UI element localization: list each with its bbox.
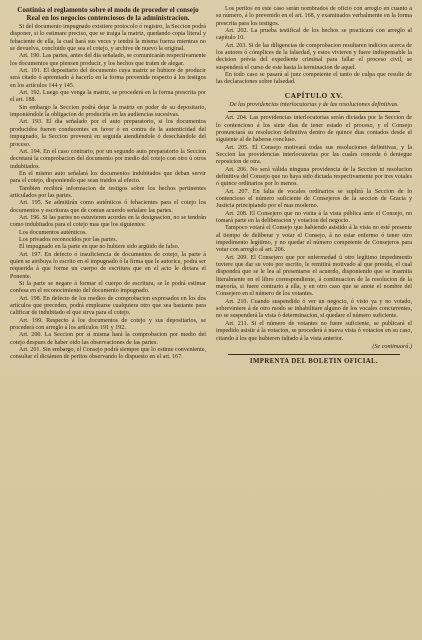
paragraph: Art. 194. En el caso contrario, por un segundo auto preparatorio la Seccion decretará la comprobacion del documento por medio del cotejo con otro ú otros indubitados.: [10, 148, 206, 170]
paragraph: Los documentos auténticos.: [19, 229, 87, 236]
chapter-heading: CAPÍTULO XV.: [284, 90, 344, 100]
paragraph: Art. 196. Si las partes no estuvieren acordes en la designacion, no se tendrán como indubitados para el cotejo mas que los siguientes:: [10, 214, 206, 229]
paragraph: Tampoco votará el Consejo que habiendo asistido á la vista no esté presente al tiempo de deliberar y votar el Consejo, á no estar enfermo ó tener otro impedimento legítimo, y no quedar el número competente de Consejeros para votar con arreglo al art. 206.: [216, 225, 412, 254]
imprint-line: IMPRENTA DEL BOLETIN OFICIAL.: [249, 358, 379, 366]
paragraph: Art. 192. Luego que venga la matriz, se procederá en la forma prescrita por el art. 188.: [10, 90, 206, 104]
paragraph: Si la parte se negare á formar el cuerpo de escritura, se le podrá estimar confesa en el reconocimiento del documento impugnado.: [10, 281, 206, 295]
paragraph: Si del documento impugnado existiere protocolo ó registro, la Seccion podrá disponer, si lo estimare preciso, que se traiga la matriz, quedando copia literal y fehaciente de ella, la cual hará sus veces y tendrá la misma fuerza mientras no se devuelva, concluido que sea el cotejo, y archive de nuevo la original.: [10, 24, 206, 53]
paragraph: En todo caso se pasará al juez competente el tanto de culpa que resulte de las declaraciones sobre falsedad.: [216, 72, 412, 86]
divider-rule: [228, 111, 400, 112]
right-paragraphs-before: [216, 6, 412, 87]
paragraph: Art. 199. Respecto á los documentos de cotejo y sus depositarios, se procederá con arreglo á los artículos 191 y 192.: [10, 317, 206, 332]
paragraph: Art. 190. Las partes, antes del dia señalado, se comunicarán respectivamente los documentos que piensen producir, y los hechos que traten de alegar.: [10, 53, 206, 67]
paragraph: Art. 201. Sin embargo, el Consejo podrá siempre que lo estime conveniente, consultar el dictámen de peritos observando lo dispuesto en el art. 167.: [10, 347, 206, 361]
paragraph: Art. 205. El Consejo motivará todas sus resoluciones definitivas, y la Seccion las providencias interlocutorias por las cuales conceda ó deniegue reposicion de otra.: [216, 144, 412, 166]
paragraph: Art. 193. El dia señalado por el auto preparatorio, si los documentos producidos fueren conducentes en favor ó en contra de la autenticidad del impugnado, la Seccion proveerá en seguida atendiéndole ó desechándole del proceso.: [10, 119, 206, 148]
left-column: [10, 6, 206, 636]
paragraph: Los peritos en este caso serán nombrados de oficio con arreglo en cuanto á su número, á lo prevenido en el art. 168, y examinados verbalmente en la forma prescrita para los testigos.: [216, 6, 412, 27]
paragraph: Art. 206. No será válida ninguna providencia de la Seccion ni resolucion definitiva del Consejo que no haya sido dictada respectivamente por tres votales ó quince ordinarios por lo menos.: [216, 166, 412, 188]
paragraph: En el mismo auto señalará los documentos indubitados que deban servir para el cotejo, disponiendo que sean traidos al efecto.: [10, 170, 206, 185]
paragraph: Art. 191. El depositario del documento cuya matriz se hubiere de producir será citado ó apremiado á hacerlo en la forma prevenida respecto á los testigos en los artículos 144 y 145.: [10, 68, 206, 89]
paragraph: Art. 210. Cuando suspendido ó ver un negocio, ó visto ya y no votado, sobreviniere á de otro modo se inhabilitare alguno de los vocales concurrentes, no se suspenderá la vista ó determinacion, si quedare el número suficiente.: [216, 298, 412, 320]
paragraph: Art. 211. Si el número de votantes no fuere suficiente, se publicará el impedido asistir á la votacion, se procederá á nueva vista ó votacion en su caso, citando á los que hubieren faltado á la vista anterior.: [216, 320, 412, 342]
text-columns: [10, 6, 412, 636]
paragraph: Art. 198. En defecto de los medios de comprobacion expresados en los dos artículos que preceden, podrá emplearse cualquiera otro que sea bastante para calificar de indubitado el que sirva para el cotejo.: [10, 295, 206, 317]
paragraph: Art. 204. Las providencias interlocutorias serán dictadas por la Seccion de lo contencioso á los siete dias de tener estado el proceso, y el Consejo pronunciará su resolucion definitiva dentro de quince dias contados desde el siguiente al de haberse concluso.: [216, 115, 412, 144]
paragraph: Art. 202. La prueba testifical de los hechos se practicará con arreglo al capítulo 10.: [216, 28, 412, 42]
chapter-subtitle: De las providencias interlocutorias y de las resoluciones definitivas.: [229, 100, 399, 108]
footer-rule: [228, 354, 400, 355]
paragraph: Art. 197. En defecto ó insuficiencia de documentos de cotejo, la parte á quien se atribuya lo escrito en el impugnado ó la firma que le autorice, podrá ser requerida á que forme un cuerpo de escritura que en el acto le dictara el Ponente.: [10, 251, 206, 280]
paragraph: Art. 208. El Consejero que no visita á la vista pública ante el Consejo, no tomará parte en la deliberacion y votacion del negocio.: [216, 210, 412, 224]
paragraph: Los privados reconocidos por las partes.: [19, 236, 118, 243]
paragraph: Art. 209. El Consejero que por enfermedad ú otro legítimo impedimento tuviere que dar su voto por escrito, le remitirá motivado al que presida, el cual dispondrá que se le lea al presentarse el acuerdo, disponiendo que se trasmita literalmente en el libro correspondiente, á continuacion de la resolucion de la mayoría, si fuere contrario á ella, y en otro caso que se anote el nombre del Consejero en el número de los votantes.: [216, 254, 412, 298]
right-paragraphs-after: [216, 115, 412, 343]
paragraph: Sin embargo la Seccion podrá dejar la matriz en poder de su depositario, imponiéndole la obligacion de producirla en las audiencias sucesivas.: [10, 104, 206, 119]
paragraph: Art. 200. La Seccion por sí misma hará la comprobacion por medio del cotejo despues de haber oido las observaciones de las partes.: [10, 332, 206, 346]
right-column: [216, 6, 412, 636]
paragraph: Art. 195. Se admitirán como auténticos ó fehacientes para el cotejo los documentos y escrituras que de comun acuerdo señalare las partes.: [10, 200, 206, 214]
paragraph: Art. 203. Si de las diligencias de comprobacion resultaren indicios acerca de los autores ó cómplices de la falsedad, y estos vivieren y fuere indispensable la decision prévia del expediente criminal para fallar el proceso civil, se suspenderá el curso de este hasta la terminacion de aquel.: [216, 42, 412, 71]
paragraph: Art. 207. En falta de vocales ordinarios se suplirá la Seccion de lo contencioso el número suficiente de Consejeros de la seccion de Gracia y Justicia principiando por el mas moderno.: [216, 188, 412, 210]
paragraph: El impugnado en la parte en que no hubiere sido argüido de falso.: [19, 244, 180, 251]
continues-note: (Se continuará.): [372, 343, 412, 350]
paragraph: Tambien recibirá informacion de testigos sobre los hechos pertinentes articulados por las partes.: [10, 185, 206, 199]
section-title: Continúa el reglamento sobre el modo de proceder el consejo Real en los negocios contenciosos de la administracion.: [17, 6, 199, 22]
